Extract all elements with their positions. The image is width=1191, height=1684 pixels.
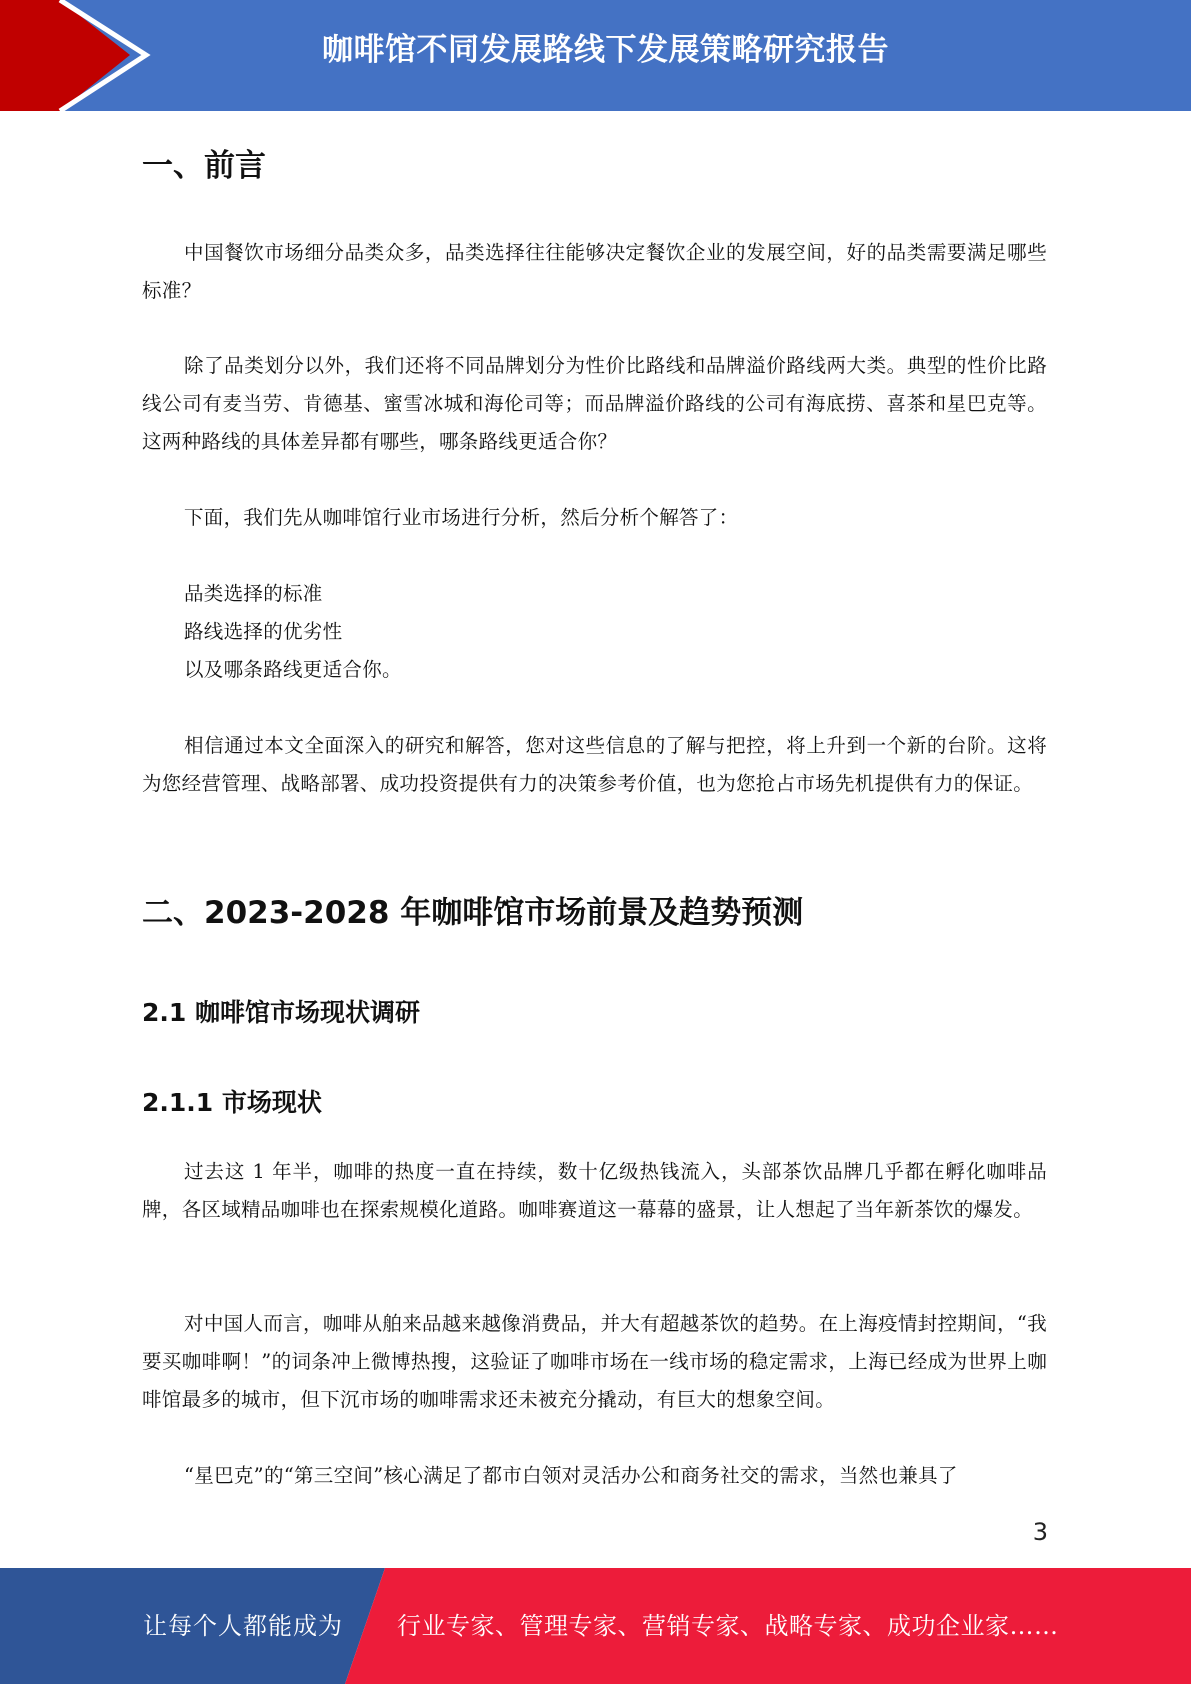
paragraph: “星巴克”的“第三空间”核心满足了都市白领对灵活办公和商务社交的需求，当然也兼具了 bbox=[184, 1464, 958, 1487]
list-item: 以及哪条路线更适合你。 bbox=[184, 658, 402, 681]
paragraph: 中国餐饮市场细分品类众多，品类选择往往能够决定餐饮企业的发展空间，好的品类需要满足哪些标准？ bbox=[142, 241, 1047, 302]
paragraph: 下面，我们先从咖啡馆行业市场进行分析，然后分析个解答了： bbox=[184, 506, 739, 529]
subsubsection-heading: 2.1.1 市场现状 bbox=[142, 1088, 322, 1117]
page-number: 3 bbox=[1032, 1518, 1048, 1546]
paragraph: 除了品类划分以外，我们还将不同品牌划分为性价比路线和品牌溢价路线两大类。典型的性价比路线公司有麦当劳、肯德基、蜜雪冰城和海伦司等；而品牌溢价路线的公司有海底捞、喜茶和星巴克等。这两种路线的具体差异都有哪些，哪条路线更适合你？ bbox=[142, 354, 1047, 453]
report-title: 咖啡馆不同发展路线下发展策略研究报告 bbox=[322, 32, 889, 68]
footer-banner bbox=[0, 1568, 1191, 1684]
footer-slogan-right: 行业专家、管理专家、营销专家、战略专家、成功企业家…… bbox=[397, 1612, 1059, 1640]
paragraph: 相信通过本文全面深入的研究和解答，您对这些信息的了解与把控，将上升到一个新的台阶。这将为您经营管理、战略部署、成功投资提供有力的决策参考价值，也为您抢占市场先机提供有力的保证。 bbox=[142, 734, 1047, 795]
paragraph: 过去这 1 年半，咖啡的热度一直在持续，数十亿级热钱流入，头部茶饮品牌几乎都在孵化咖啡品牌，各区域精品咖啡也在探索规模化道路。咖啡赛道这一幕幕的盛景，让人想起了当年新茶饮的爆发。 bbox=[142, 1160, 1047, 1221]
footer-slogan-left: 让每个人都能成为 bbox=[143, 1612, 343, 1640]
section-heading-forecast: 二、2023-2028 年咖啡馆市场前景及趋势预测 bbox=[142, 895, 804, 931]
list-item: 品类选择的标准 bbox=[184, 582, 323, 605]
section-heading-preface: 一、前言 bbox=[142, 148, 266, 184]
paragraph: 对中国人而言，咖啡从舶来品越来越像消费品，并大有超越茶饮的趋势。在上海疫情封控期间，“我要买咖啡啊！”的词条冲上微博热搜，这验证了咖啡市场在一线市场的稳定需求，上海已经成为世界上咖啡馆最多的城市，但下沉市场的咖啡需求还未被充分撬动，有巨大的想象空间。 bbox=[142, 1312, 1047, 1411]
subsection-heading: 2.1 咖啡馆市场现状调研 bbox=[142, 998, 420, 1027]
header-banner bbox=[0, 0, 1191, 111]
list-item: 路线选择的优劣性 bbox=[184, 620, 343, 643]
